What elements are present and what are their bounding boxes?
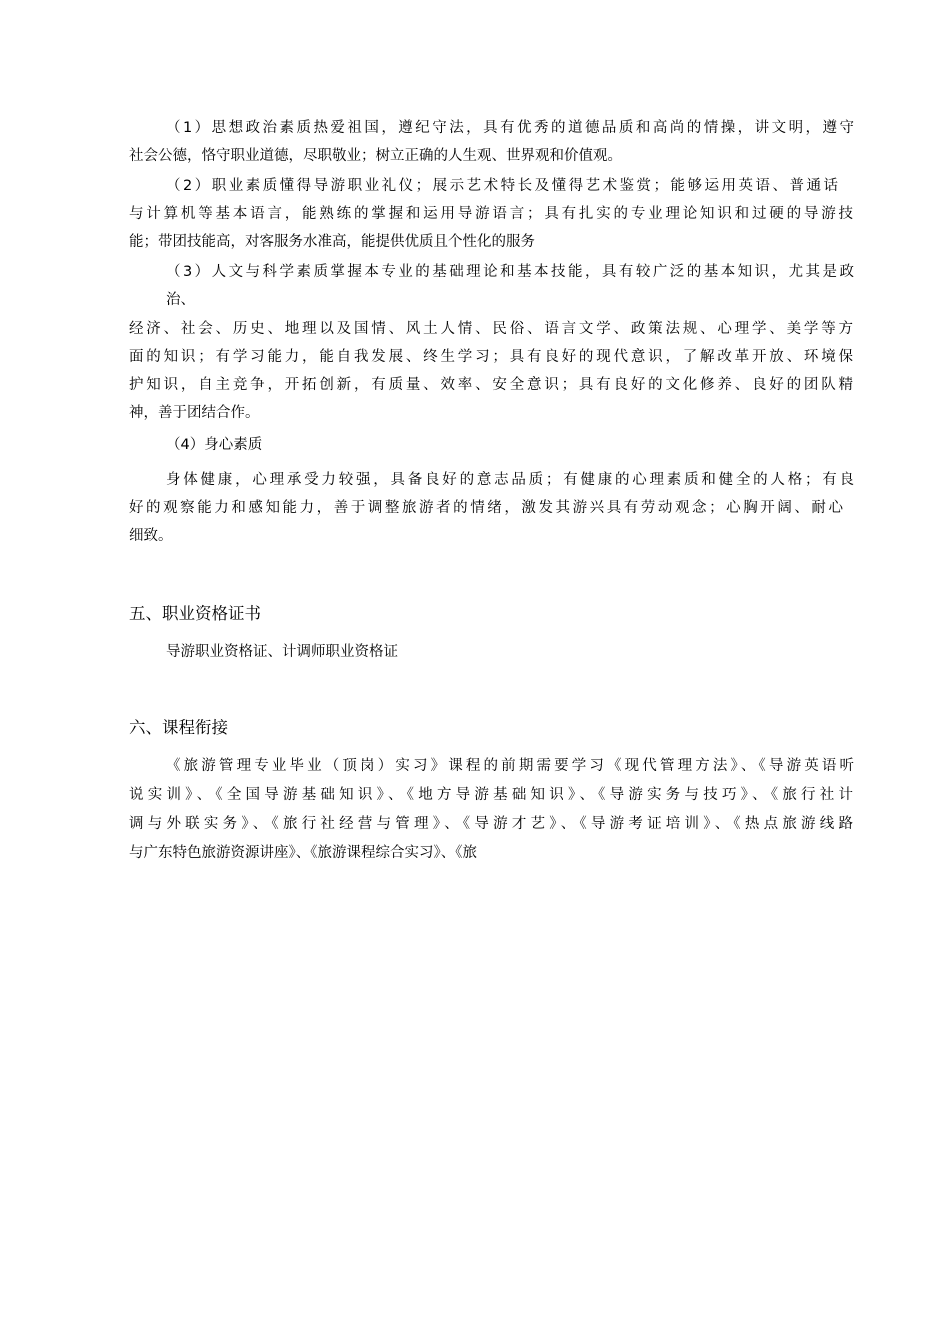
- section6-line1: 《旅游管理专业毕业（顶岗）实习》课程的前期需要学习《现代管理方法》、《导游英语听: [166, 758, 854, 774]
- item4-line2: 好的观察能力和感知能力，善于调整旅游者的情绪，激发其游兴具有劳动观念；心胸开阔、耐心: [129, 500, 843, 516]
- item1-line1: （1）思想政治素质热爱祖国，遵纪守法，具有优秀的道德品质和高尚的情操，讲文明，遵守: [166, 120, 854, 136]
- item4-line3: 细致。: [129, 528, 173, 544]
- section6-line4: 与广东特色旅游资源讲座》、《旅游课程综合实习》、《旅: [129, 845, 477, 861]
- item3-line3: 经济、社会、历史、地理以及国情、风土人情、民俗、语言文学、政策法规、心理学、美学等方: [129, 321, 853, 337]
- section5-body: 导游职业资格证、计调师职业资格证: [166, 644, 398, 660]
- item2-line1: （2）职业素质懂得导游职业礼仪；展示艺术特长及懂得艺术鉴赏；能够运用英语、普通话: [166, 178, 838, 194]
- item3-line2: 治、: [166, 292, 195, 308]
- section6-line2: 说实训》、《全国导游基础知识》、《地方导游基础知识》、《导游实务与技巧》、《旅行社计: [129, 787, 853, 803]
- section5-heading: 五、职业资格证书: [129, 604, 261, 623]
- item1-line2: 社会公德，恪守职业道德，尽职敬业；树立正确的人生观、世界观和价值观。: [129, 148, 622, 164]
- item3-line6: 神，善于团结合作。: [129, 405, 260, 421]
- item4-line1: 身体健康，心理承受力较强，具备良好的意志品质；有健康的心理素质和健全的人格；有良: [166, 472, 854, 488]
- item2-line3: 能；带团技能高，对客服务水准高，能提供优质且个性化的服务: [129, 234, 535, 250]
- item3-line4: 面的知识；有学习能力，能自我发展、终生学习；具有良好的现代意识，了解改革开放、环境保: [129, 349, 853, 365]
- item2-line2: 与计算机等基本语言，能熟练的掌握和运用导游语言；具有扎实的专业理论知识和过硬的导游技: [129, 206, 853, 222]
- section6-line3: 调与外联实务》、《旅行社经营与管理》、《导游才艺》、《导游考证培训》、《热点旅游线路: [129, 816, 853, 832]
- item3-line5: 护知识，自主竞争，开拓创新，有质量、效率、安全意识；具有良好的文化修养、良好的团队精: [129, 377, 853, 393]
- section6-heading: 六、课程衔接: [129, 718, 228, 737]
- item4-title: （4）身心素质: [166, 437, 263, 453]
- item3-line1: （3）人文与科学素质掌握本专业的基础理论和基本技能，具有较广泛的基本知识，尤其是政: [166, 264, 854, 280]
